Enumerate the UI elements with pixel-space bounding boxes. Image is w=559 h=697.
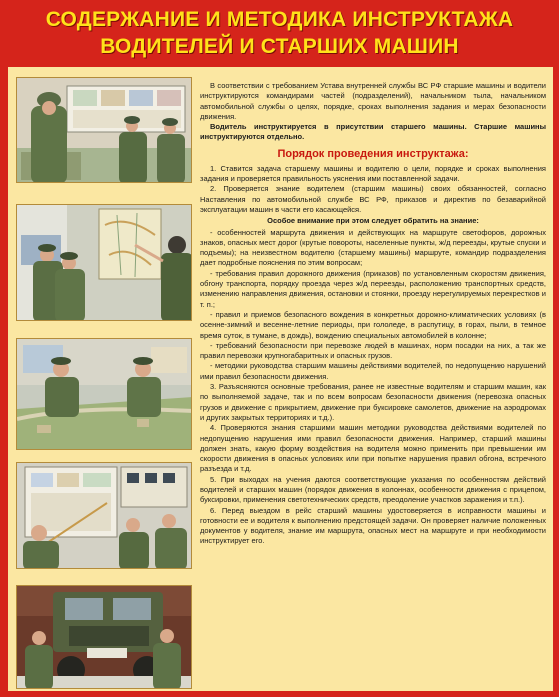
knowledge-bullet: - требований безопасности при перевозке людей в машинах, норм посадки на них, а так же правил перевозки крупногабаритных и опасных грузов. (200, 340, 546, 361)
procedure-item-3: 3. Разъясняются основные требования, ранее не известные водителям и старшим машин, как по выполняемой задаче, так и по всем вопросам безопасности движения (перевозка опасных грузов и движение с прикрытием, движение при буксировке самолетов, движение на аэродромах и других закрытых территориях и т.д.). (200, 382, 546, 422)
photo-briefing-board (16, 77, 192, 183)
intro-paragraph: В соответствии с требованием Устава внутренней службы ВС РФ старшие машины и водители инструктируются командирами частей (подразделений), начальником тыла, начальником автомобильной службы о целях, порядке, сроках выполнения задания и мерах безопасности движения. (200, 81, 546, 121)
procedure-item-2: 2. Проверяется знание водителем (старшим машины) своих обязанностей, согласно Наставления по автомобильной службе ВС РФ, приказов и директив по безаварийной эксплуатации машин в части его касающейся. (200, 184, 546, 214)
photo-truck-inspection (16, 585, 192, 689)
photo-terrain-model (16, 338, 192, 450)
knowledge-bullet: - методики руководства старшим машины действиями водителей, по недопущению нарушений ими правил безопасности движения. (200, 361, 546, 381)
poster-title (0, 6, 559, 60)
title-line-1: СОДЕРЖАНИЕ И МЕТОДИКА ИНСТРУКТАЖА (45, 8, 514, 31)
title-line-2: ВОДИТЕЛЕЙ И СТАРШИХ МАШИН (100, 35, 459, 58)
knowledge-bullet: - особенностей маршрута движения и действующих на маршруте светофоров, дорожных знаков, опасных мест дорог (крутые повороты, населенные пункты, ж/д переезды, крутые спуски и подъемы); на неизвестном водителю (старшему машины) маршруте, командир подразделения дает подробные пояснения по этим вопросам; (200, 227, 546, 268)
photo-column (16, 77, 192, 682)
procedure-item-4: 4. Проверяются знания старшими машин методики руководства действиями водителей по недопущению нарушения ими правил безопасности движения. Например, старший машины должен знать, какую форму воздействия на водителя можно применить при превышении им скорости движения в опасных условиях или при попытке нарушения правил обгона, встречного разъезда и т.д. (200, 423, 546, 474)
procedure-heading: Порядок проведения инструктажа: (277, 147, 469, 160)
photo-pointer-stand (16, 462, 192, 569)
procedure-item-1: 1. Ставится задача старшему машины и водителю о цели, порядке и сроках выполнения задания и проверяется правильность уяснения ими поставленной задачи. (200, 163, 546, 184)
attention-heading: Особое внимание при этом следует обратить на знание: (267, 216, 479, 226)
intro-bold-paragraph: Водитель инструктируется в присутствии старшего машины. Старшие машины инструктируются отдельно. (200, 122, 546, 142)
procedure-item-6: 6. Перед выездом в рейс старший машины удостоверяется в исправности машины и готовности ее и водителя к выполнению предстоящей задачи. Он проверяет наличие положенных документов у водителя, знание им маршрута, опасных мест на маршруте и при необходимости инструктирует его. (200, 505, 546, 546)
instruction-text (200, 81, 546, 547)
photo-map-briefing (16, 204, 192, 321)
knowledge-bullet: - требования правил дорожного движения (приказов) по установленным скоростям движения, обгону транспорта, порядку проезда через ж/д переезды, расположению транспортных средств, изменению направления движения, остановки и стоянки, проезду нерегулируемых перекрестков и т. п.; (200, 268, 546, 309)
knowledge-bullet: - правил и приемов безопасного вождения в конкретных дорожно-климатических условиях (в осенне-зимний и весенне-летние периоды, при гололеде, в распутицу, в горах, пыли, в темное время суток, в тумане, в дождь), вождению специальных автомобилей в колонне; (200, 309, 546, 340)
procedure-item-5: 5. При выходах на учения даются соответствующие указания по особенностям действий водителей и старших машин (порядок движения в колоннах, особенности движения с прицепом, буксировки, применения светотехнических средств, преодоление участков заражения и т.п.). (200, 474, 546, 505)
content-panel (8, 67, 553, 691)
